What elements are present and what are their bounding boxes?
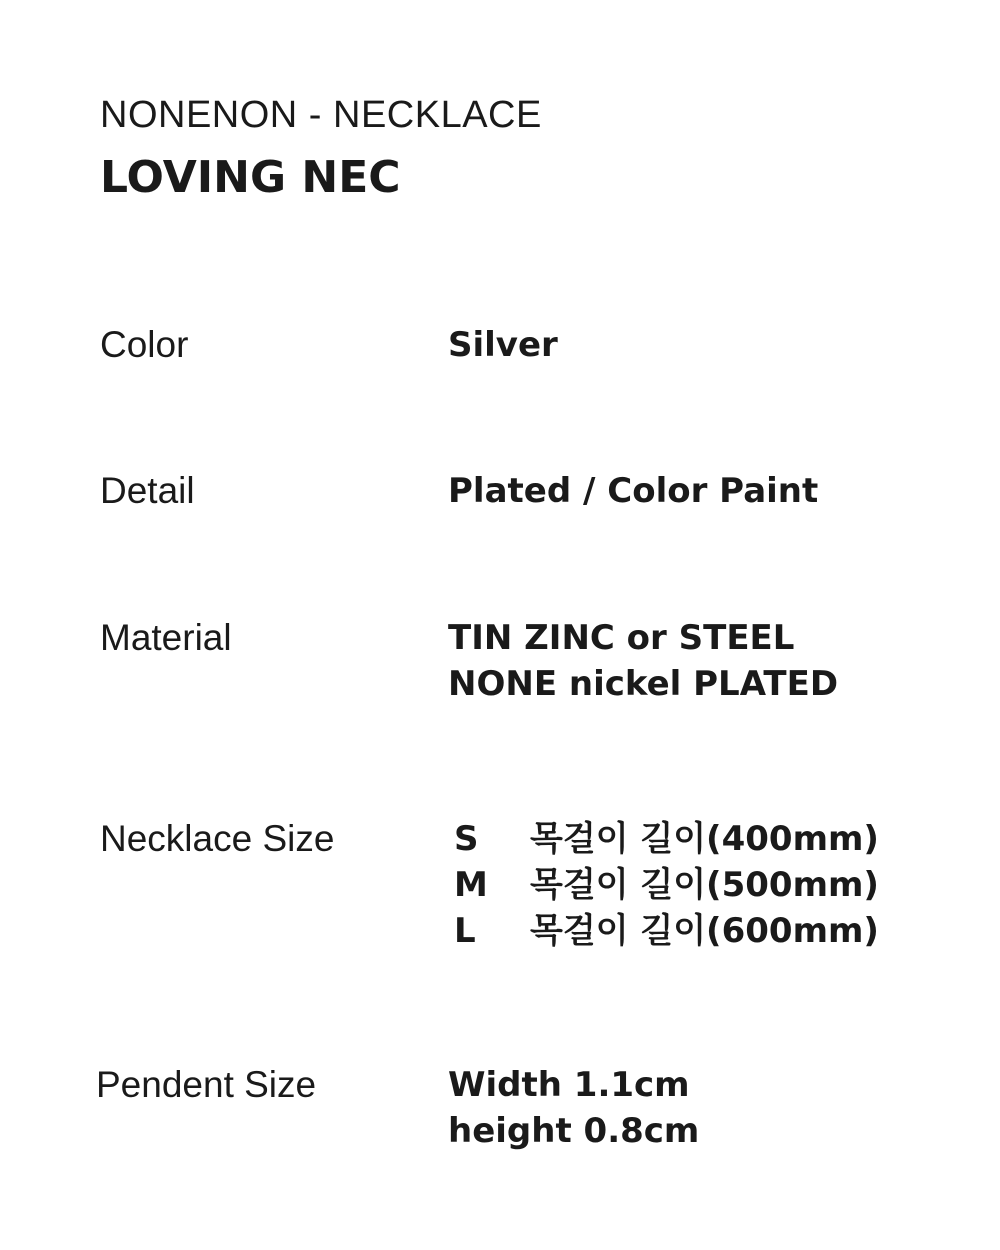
detail-value: Plated / Color Paint <box>448 471 819 511</box>
material-line: TIN ZINC or STEEL <box>448 618 795 658</box>
necklace-size-list <box>448 816 879 954</box>
size-code: S <box>454 819 479 859</box>
size-row <box>448 816 879 862</box>
pendent-size-line: height 0.8cm <box>448 1111 700 1151</box>
detail-label: Detail <box>100 470 195 511</box>
pendent-size-line: Width 1.1cm <box>448 1065 690 1105</box>
necklace-size-label: Necklace Size <box>100 818 335 859</box>
material-label: Material <box>100 617 232 658</box>
size-code: M <box>454 865 488 905</box>
pendent-size-value <box>448 1062 699 1154</box>
size-desc: 목걸이 길이(600mm) <box>530 911 879 951</box>
size-row <box>448 862 879 908</box>
size-row <box>448 908 879 954</box>
material-value <box>448 615 838 707</box>
size-code: L <box>454 911 476 951</box>
size-desc: 목걸이 길이(400mm) <box>530 819 879 859</box>
color-value: Silver <box>448 325 558 365</box>
product-title: LOVING NEC <box>100 152 401 203</box>
brand-line: NONENON - NECKLACE <box>100 94 542 136</box>
material-line: NONE nickel PLATED <box>448 664 839 704</box>
color-label: Color <box>100 324 189 365</box>
size-desc: 목걸이 길이(500mm) <box>530 865 879 905</box>
pendent-size-label: Pendent Size <box>96 1064 317 1105</box>
